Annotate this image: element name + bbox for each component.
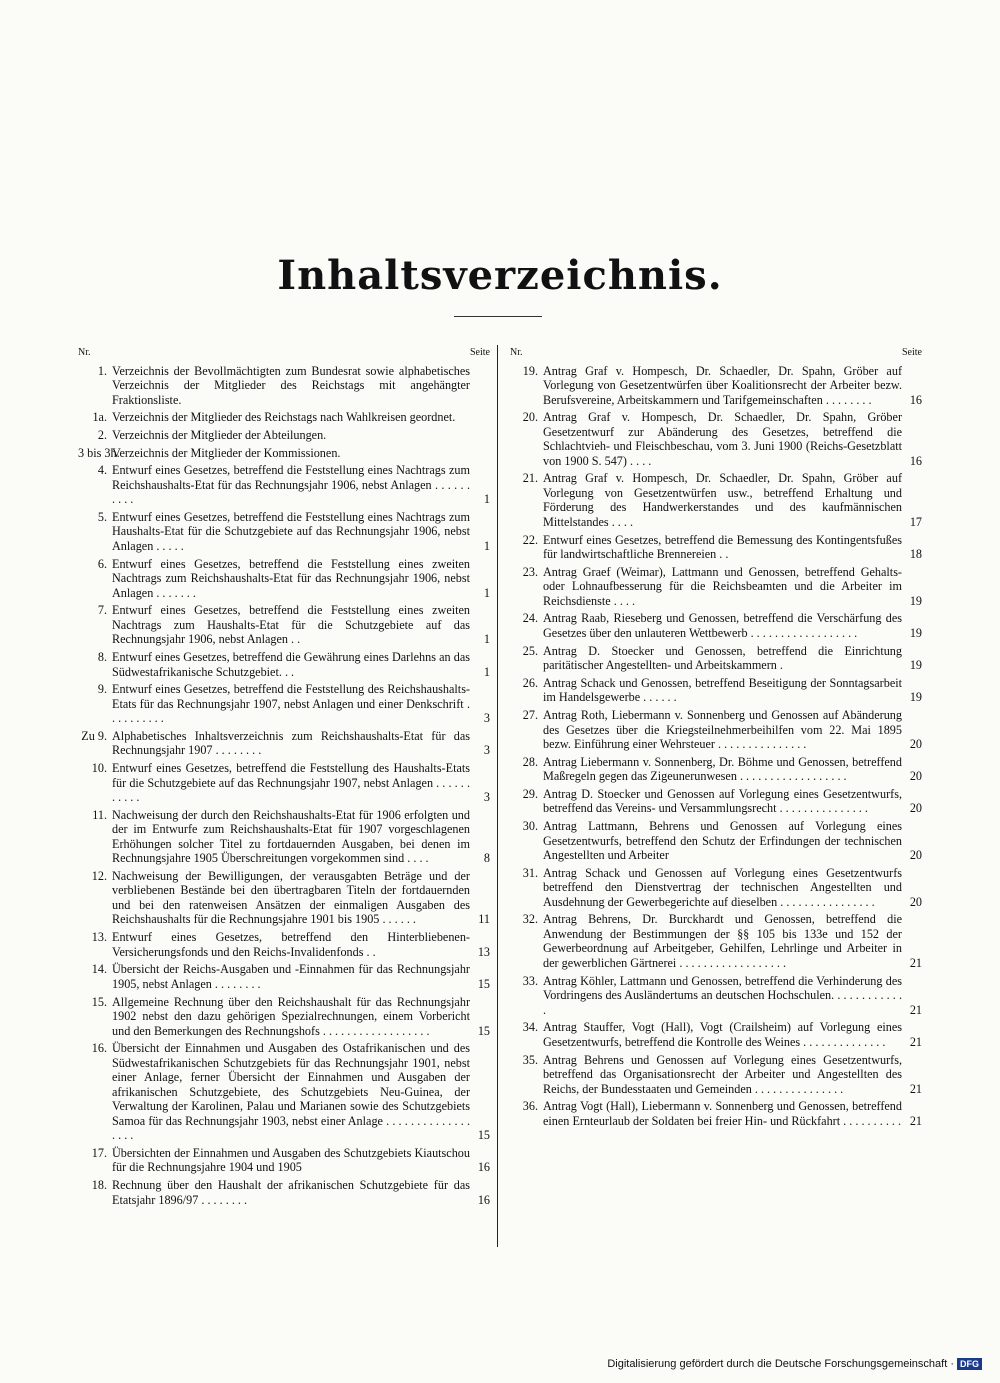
toc-list-left xyxy=(78,364,490,1208)
toc-entry-num: 36. xyxy=(522,1099,538,1114)
toc-entry-text: Antrag Vogt (Hall), Liebermann v. Sonnenberg und Genossen, betreffend einen Ernteurlaub der Soldaten bei freier Hin- und Rückfahrt . . . . . . . . . . xyxy=(543,1099,902,1128)
toc-entry-num: 1a. xyxy=(92,410,107,425)
toc-list-right xyxy=(510,364,922,1129)
toc-entry-page: 20 xyxy=(909,894,922,909)
toc-entry-text: Antrag Graf v. Hompesch, Dr. Schaedler, Dr. Spahn, Gröber auf Vorlegung von Gesetzentwürfen über Koalitionsrecht der Arbeiter bezw. Berufsvereine, Arbeitskammern und Tarifgemeinschaften . . . . . . . . xyxy=(543,363,902,407)
toc-entry-page: 20 xyxy=(909,801,922,816)
toc-entry-text: Entwurf eines Gesetzes, betreffend die Feststellung des Reichshaushalts-Etats für das Rechnungsjahr 1907, nebst Anlagen und einer Denkschrift . . . . . . . . . . xyxy=(112,682,470,726)
toc-entry-text: Antrag D. Stoecker und Genossen auf Vorlegung eines Gesetzentwurfs, betreffend das Vereins- und Versammlungsrecht . . . . . . . . . . . . . . . xyxy=(543,786,902,816)
toc-entry-num: 15. xyxy=(91,994,107,1009)
column-header xyxy=(78,346,490,361)
toc-entry xyxy=(78,962,490,991)
toc-entry-page: 20 xyxy=(909,848,922,863)
toc-entry xyxy=(510,410,922,468)
toc-entry-text: Verzeichnis der Mitglieder der Abteilungen. xyxy=(112,427,327,442)
toc-entry-page: 18 xyxy=(909,547,922,562)
toc-entry-text: Antrag Raab, Rieseberg und Genossen, betreffend die Verschärfung des Gesetzes über den unlauteren Wettbewerb . . . . . . . . . . . . . . . . . . xyxy=(543,611,902,640)
toc-entry xyxy=(78,510,490,554)
toc-entry-page: 3 xyxy=(483,743,490,758)
toc-entry xyxy=(78,1178,490,1207)
toc-entry-num: 35. xyxy=(522,1052,538,1067)
toc-entry-num: 2. xyxy=(97,427,107,442)
toc-entry xyxy=(510,611,922,640)
toc-entry xyxy=(78,1146,490,1175)
toc-entry xyxy=(78,364,490,408)
toc-entry xyxy=(510,565,922,609)
toc-entry-text: Antrag Liebermann v. Sonnenberg, Dr. Böhme und Genossen, betreffend Maßregeln gegen das Zigeunerunwesen . . . . . . . . . . . . . . . . . . xyxy=(543,754,902,784)
toc-entry-num: 30. xyxy=(522,819,538,834)
toc-entry-page: 19 xyxy=(909,593,922,608)
toc-entry-num: 25. xyxy=(522,643,538,658)
toc-entry-page: 3 xyxy=(483,790,490,805)
seite-header: Seite xyxy=(902,347,922,358)
toc-entry-num: 27. xyxy=(522,708,538,722)
toc-entry-text: Entwurf eines Gesetzes, betreffend die Bemessung des Kontingentsfußes für landwirtschaftliche Brennereien . . xyxy=(543,532,902,562)
toc-entry-text: Antrag Köhler, Lattmann und Genossen, betreffend die Verhinderung des Vordringens des Ausländertums an deutschen Hochschulen. . . . . . . . . . . . . xyxy=(543,973,902,1017)
toc-entry-num: 22. xyxy=(522,532,538,547)
toc-entry xyxy=(510,364,922,408)
toc-entry xyxy=(510,755,922,784)
toc-entry-page: 1 xyxy=(483,492,490,507)
toc-entry-text: Antrag D. Stoecker und Genossen, betreffend die Einrichtung paritätischer Angestellten- und Arbeitskammern . xyxy=(543,643,902,673)
toc-entry-text: Antrag Graef (Weimar), Lattmann und Genossen, betreffend Gehalts- oder Lohnaufbesserung für die Reichsbeamten und die Arbeiter im Reichsdienste . . . . xyxy=(543,564,902,608)
toc-entry xyxy=(510,533,922,562)
toc-entry xyxy=(510,1020,922,1049)
dfg-logo: DFG xyxy=(957,1358,982,1370)
toc-entry-text: Entwurf eines Gesetzes, betreffend die Feststellung eines Nachtrags zum Haushalts-Etat für die Schutzgebiete auf das Rechnungsjahr 1906, nebst Anlagen . . . . . xyxy=(112,509,470,553)
toc-entry xyxy=(510,676,922,705)
toc-entry-page: 21 xyxy=(909,955,922,970)
toc-entry-page: 20 xyxy=(909,769,922,784)
toc-entry-num: Zu 9. xyxy=(81,728,107,743)
toc-entry-text: Antrag Graf v. Hompesch, Dr. Schaedler, Dr. Spahn, Gröber Gesetzentwurf zur Abänderung des Gesetzes, betreffend die Schlachtvieh- und Fleischbeschau, vom 3. Juni 1900 (Reichs-Gesetzblatt von 1900 S. 547) . . . . xyxy=(543,410,902,468)
toc-entry-num: 14. xyxy=(91,962,107,977)
toc-entry xyxy=(78,995,490,1039)
toc-entry-page: 19 xyxy=(909,690,922,705)
toc-entry-page: 16 xyxy=(909,453,922,468)
toc-entry-text: Entwurf eines Gesetzes, betreffend die Feststellung eines zweiten Nachtrags zum Reichshaushalts-Etat für das Rechnungsjahr 1906, nebst Anlagen . . . . . . . xyxy=(112,556,470,600)
toc-entry-text: Entwurf eines Gesetzes, betreffend die Feststellung eines zweiten Nachtrags zum Haushalts-Etat für die Schutzgebiete auf das Rechnungsjahr 1906, nebst Anlagen . . xyxy=(112,603,470,647)
toc-entry-page: 21 xyxy=(909,1081,922,1096)
toc-entry xyxy=(78,410,490,425)
seite-header: Seite xyxy=(470,347,490,358)
toc-entry-num: 24. xyxy=(522,611,538,626)
toc-entry-text: Übersicht der Reichs-Ausgaben und -Einnahmen für das Rechnungsjahr 1905, nebst Anlagen . . . . . . . . xyxy=(112,962,470,991)
toc-entry-text: Nachweisung der durch den Reichshaushalts-Etat für 1906 erfolgten und der im Entwurfe zum Reichshaushalts-Etat für 1907 vorgeschlagenen Erhöhungen solcher Titel zu fortdauernden Ausgaben, bei denen im Rechnungsjahre 1905 Überschreitungen vorgekommen sind . . . . xyxy=(112,807,470,866)
toc-entry-page: 20 xyxy=(909,737,922,751)
toc-entry xyxy=(78,729,490,758)
toc-entry xyxy=(78,650,490,679)
toc-entry-page: 13 xyxy=(477,944,490,959)
toc-entry-page: 17 xyxy=(909,514,922,529)
toc-entry-page: 15 xyxy=(477,976,490,991)
toc-entry-page: 1 xyxy=(483,632,490,647)
toc-entry-num: 18. xyxy=(91,1178,107,1193)
toc-entry-num: 5. xyxy=(97,509,107,524)
toc-entry-text: Verzeichnis der Mitglieder der Kommissionen. xyxy=(112,445,341,460)
toc-entry-text: Verzeichnis der Bevollmächtigten zum Bundesrat sowie alphabetisches Verzeichnis der Mitglieder des Reichstags mit angehängter Fraktionsliste. xyxy=(112,363,470,407)
toc-entry-page: 16 xyxy=(477,1192,490,1207)
toc-entry-text: Verzeichnis der Mitglieder des Reichstags nach Wahlkreisen geordnet. xyxy=(112,410,456,425)
toc-entry xyxy=(78,808,490,866)
toc-column-right xyxy=(510,346,922,1131)
toc-entry-text: Allgemeine Rechnung über den Reichshaushalt für das Rechnungsjahr 1902 nebst den dazu gehörigen Spezialrechnungen, einem Vorbericht und den Bemerkungen des Rechnungshofs . . . . . . . . . . . . . . . . . . xyxy=(112,994,470,1038)
toc-entry xyxy=(78,557,490,601)
nr-header: Nr. xyxy=(510,347,523,358)
column-divider xyxy=(497,345,498,1247)
toc-entry-text: Übersicht der Einnahmen und Ausgaben des Ostafrikanischen und des Südwestafrikanischen Schutzgebiets für das Rechnungsjahr 1901, nebst einer Anlage, ferner Übersicht der Einnahmen und Ausgaben der afrikanischen Schutzgebiete, des Schutzgebiets Neu-Guinea, der Verwaltung der Karolinen, Palau und Marianen sowie des Schutzgebiets Samoa für das Rechnungsjahr 1903, nebst einer Anlage . . . . . . . . . . . . . . . . . . xyxy=(112,1041,470,1143)
toc-column-left xyxy=(78,346,490,1210)
toc-entry-num: 26. xyxy=(522,675,538,690)
toc-entry-num: 6. xyxy=(97,556,107,571)
toc-entry-text: Entwurf eines Gesetzes, betreffend den Hinterbliebenen-Versicherungsfonds und den Reichs-Invalidenfonds . . xyxy=(112,930,470,959)
toc-entry-page: 16 xyxy=(477,1160,490,1175)
toc-entry-page: 21 xyxy=(909,1034,922,1049)
toc-entry-num: 16. xyxy=(91,1041,107,1056)
toc-entry-text: Antrag Lattmann, Behrens und Genossen auf Vorlegung eines Gesetzentwurfs, betreffend den Schutz der Erfindungen der technischen Angestellten und Arbeiter xyxy=(543,819,902,863)
toc-entry-page: 21 xyxy=(909,1002,922,1017)
toc-entry-text: Antrag Graf v. Hompesch, Dr. Schaedler, Dr. Spahn, Gröber auf Vorlegung von Gesetzentwürfen usw., betreffend Erhaltung und Förderung des Handwerkerstandes und des kaufmännischen Mittelstandes . . . . xyxy=(543,471,902,529)
toc-entry-num: 29. xyxy=(522,786,538,801)
toc-entry-text: Entwurf eines Gesetzes, betreffend die Feststellung eines Nachtrags zum Reichshaushalts-Etat für das Rechnungsjahr 1906, nebst Anlagen . . . . . . . . . . xyxy=(112,463,470,507)
toc-entry-num: 32. xyxy=(522,912,538,927)
toc-entry xyxy=(78,761,490,805)
toc-entry-text: Entwurf eines Gesetzes, betreffend die Gewährung eines Darlehns an das Südwestafrikanische Schutzgebiet. . . xyxy=(112,650,470,679)
toc-entry xyxy=(510,644,922,673)
toc-entry xyxy=(510,708,922,752)
toc-entry-num: 33. xyxy=(522,973,538,988)
toc-entry-num: 23. xyxy=(522,564,538,579)
toc-entry-num: 9. xyxy=(97,682,107,697)
toc-entry-num: 17. xyxy=(91,1145,107,1160)
toc-entry-page: 21 xyxy=(909,1113,922,1128)
toc-entry xyxy=(78,869,490,927)
toc-entry-text: Rechnung über den Haushalt der afrikanischen Schutzgebiete für das Etatsjahr 1896/97 . . . . . . . . xyxy=(112,1178,470,1207)
toc-entry xyxy=(510,974,922,1018)
toc-entry xyxy=(78,1041,490,1143)
toc-entry-num: 11. xyxy=(92,807,107,822)
toc-entry xyxy=(78,446,490,461)
toc-entry-page: 19 xyxy=(909,658,922,673)
page-title: Inhaltsverzeichnis. xyxy=(277,252,723,299)
toc-entry-num: 31. xyxy=(522,865,538,880)
toc-entry xyxy=(510,471,922,529)
toc-entry-text: Übersichten der Einnahmen und Ausgaben des Schutzgebiets Kiautschou für die Rechnungsjahre 1904 und 1905 xyxy=(112,1145,470,1175)
toc-entry-text: Antrag Schack und Genossen, betreffend Beseitigung der Sonntagsarbeit im Handelsgewerbe . . . . . . xyxy=(543,675,902,705)
toc-entry-page: 11 xyxy=(478,912,490,927)
column-header xyxy=(510,346,922,361)
toc-entry-num: 3 bis 3h. xyxy=(78,445,120,460)
toc-entry-num: 13. xyxy=(91,930,107,945)
toc-entry-num: 21. xyxy=(522,471,538,486)
toc-entry-page: 1 xyxy=(483,585,490,600)
toc-entry-page: 16 xyxy=(909,392,922,407)
toc-entry-num: 10. xyxy=(91,761,107,776)
nr-header: Nr. xyxy=(78,347,91,358)
toc-entry xyxy=(510,787,922,816)
footer-text: Digitalisierung gefördert durch die Deutsche Forschungsgemeinschaft · xyxy=(607,1358,954,1370)
toc-entry-num: 20. xyxy=(522,410,538,425)
toc-entry-num: 28. xyxy=(522,754,538,769)
toc-entry xyxy=(510,912,922,970)
toc-entry-text: Antrag Stauffer, Vogt (Hall), Vogt (Crailsheim) auf Vorlegung eines Gesetzentwurfs, betreffend die Kontrolle des Weines . . . . . . . . . . . . . . xyxy=(543,1020,902,1049)
toc-entry-page: 15 xyxy=(477,1128,490,1143)
toc-entry-text: Entwurf eines Gesetzes, betreffend die Feststellung des Haushalts-Etats für die Schutzgebiete auf das Rechnungsjahr 1907, nebst Anlagen . . . . . . . . . . . xyxy=(112,761,470,805)
toc-entry-text: Antrag Schack und Genossen auf Vorlegung eines Gesetzentwurfs betreffend den Dienstvertrag der technischen Angestellten und Ausdehnung der Gewerbegerichte auf dieselben . . . . . . . . . . . . . . . . xyxy=(543,865,902,909)
toc-entry-page: 8 xyxy=(483,851,490,866)
toc-entry-text: Alphabetisches Inhaltsverzeichnis zum Reichshaushalts-Etat für das Rechnungsjahr 1907 . . . . . . . . xyxy=(112,728,470,758)
toc-entry-num: 1. xyxy=(97,363,107,378)
toc-entry-page: 19 xyxy=(909,625,922,640)
toc-entry-num: 12. xyxy=(91,868,107,883)
footer xyxy=(607,1358,982,1370)
toc-entry xyxy=(510,1099,922,1128)
toc-entry-text: Antrag Behrens und Genossen auf Vorlegung eines Gesetzentwurfs, betreffend das Organisationsrecht der Arbeiter und Angestellten des Reichs, der Bundesstaaten und Gemeinden . . . . . . . . . . . . . . . xyxy=(543,1052,902,1096)
toc-entry-page: 3 xyxy=(483,711,490,726)
toc-entry xyxy=(78,463,490,507)
toc-entry-page: 15 xyxy=(477,1023,490,1038)
toc-entry xyxy=(78,682,490,726)
toc-entry xyxy=(78,930,490,959)
toc-entry-text: Antrag Roth, Liebermann v. Sonnenberg und Genossen auf Abänderung des Gesetzes über die Kriegsteilnehmerbeihilfen vom 22. Mai 1895 bezw. Einführung einer Wehrsteuer . . . . . . . . . . . . . . . xyxy=(543,708,902,751)
toc-entry-num: 7. xyxy=(97,603,107,618)
toc-entry xyxy=(510,866,922,910)
toc-entry-num: 8. xyxy=(97,650,107,664)
toc-entry-page: 1 xyxy=(483,538,490,553)
toc-entry-num: 34. xyxy=(522,1020,538,1035)
toc-entry xyxy=(78,603,490,647)
toc-entry-num: 19. xyxy=(522,363,538,378)
toc-entry xyxy=(510,1053,922,1097)
toc-entry-text: Antrag Behrens, Dr. Burckhardt und Genossen, betreffend die Anwendung der Bestimmungen der §§ 105 bis 133e und 152 der Gewerbeordnung auf Arbeitgeber, Gehilfen, Lehrlinge und Arbeiter in der gewerblichen Gärtnerei . . . . . . . . . . . . . . . . . . xyxy=(543,912,902,970)
toc-entry xyxy=(78,428,490,443)
toc-entry-num: 4. xyxy=(97,463,107,478)
toc-entry xyxy=(510,819,922,863)
title-divider xyxy=(454,316,542,317)
toc-entry-text: Nachweisung der Bewilligungen, der verausgabten Beträge und der verbliebenen Bestände bei den übertragbaren Titeln der fortdauernden und bei den ratenweisen Ansätzen der einmaligen Ausgaben des Reichshaushalts für die Rechnungsjahre 1901 bis 1905 . . . . . . xyxy=(112,868,470,927)
toc-entry-page: 1 xyxy=(483,664,490,679)
